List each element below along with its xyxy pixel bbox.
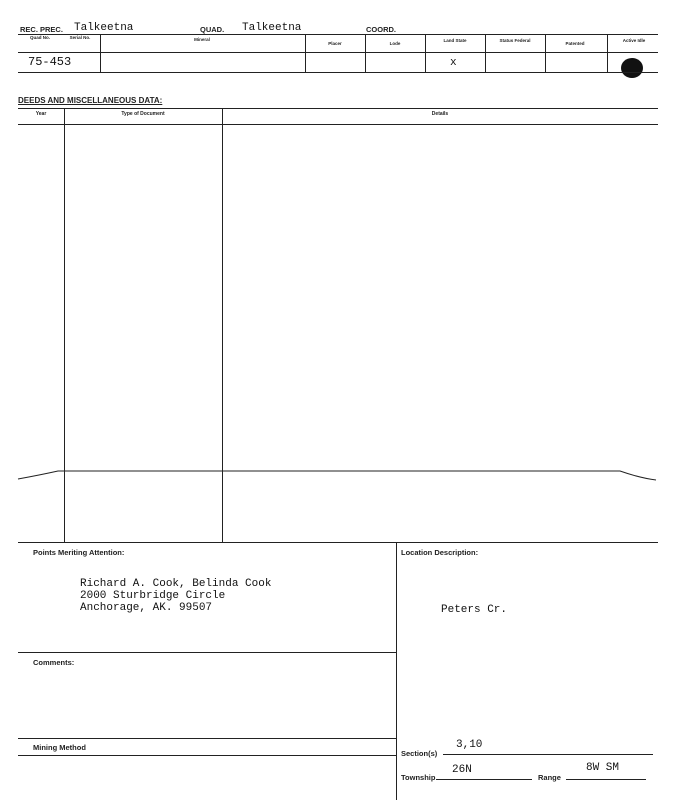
bottom-top-rule <box>18 542 658 543</box>
rec-prec-value: Talkeetna <box>74 22 134 34</box>
mineral-header: Mineral <box>194 37 210 42</box>
land-state-mark: x <box>450 57 457 69</box>
patented-header: Patented <box>565 41 585 46</box>
township-underline <box>436 779 532 780</box>
section-label: Section(s) <box>401 749 438 758</box>
comments-rule <box>18 652 396 653</box>
deeds-title: DEEDS AND MISCELLANEOUS DATA: <box>18 96 163 105</box>
divider-mineral <box>100 34 101 72</box>
quad-label: QUAD. <box>200 25 225 34</box>
divider-active-idle <box>607 34 608 72</box>
points-label: Points Meriting Attention: <box>33 548 125 557</box>
section-underline <box>443 754 653 755</box>
deeds-top-rule <box>18 108 658 109</box>
header-rule <box>18 34 658 35</box>
quad-no-header: Quad No. <box>30 35 50 40</box>
column-header-rule <box>18 52 658 53</box>
divider-land-state <box>425 34 426 72</box>
page-fold-line <box>0 464 678 488</box>
coord-label: COORD. <box>366 25 396 34</box>
comments-label: Comments: <box>33 658 75 667</box>
deeds-details-header: Details <box>431 111 449 117</box>
section-value: 3,10 <box>456 739 483 751</box>
mining-rule <box>18 738 396 739</box>
land-state-header: Land State <box>443 38 467 43</box>
range-underline <box>566 779 646 780</box>
rec-prec-label: REC. PREC. <box>20 25 63 34</box>
deeds-header-rule <box>18 124 658 125</box>
location-label: Location Description: <box>401 548 479 557</box>
serial-no-header: Serial No. <box>69 35 91 40</box>
divider-placer <box>305 34 306 72</box>
township-value: 26N <box>452 764 472 776</box>
lode-header: Lode <box>389 41 401 46</box>
active-idle-header: Active Idle <box>622 38 646 43</box>
active-dot-icon <box>621 58 643 78</box>
placer-header: Placer <box>328 41 342 46</box>
range-label: Range <box>538 773 561 782</box>
quad-value: Talkeetna <box>242 22 302 34</box>
divider-patented <box>545 34 546 72</box>
points-text: Richard A. Cook, Belinda Cook 2000 Sturbridge Circle Anchorage, AK. 99507 <box>80 578 272 614</box>
location-value: Peters Cr. <box>441 604 508 616</box>
township-label: Township <box>401 773 436 782</box>
divider-status-federal <box>485 34 486 72</box>
mining-label: Mining Method <box>33 743 86 752</box>
divider-lode <box>365 34 366 72</box>
mining-under-rule <box>18 755 396 756</box>
deeds-type-header: Type of Document <box>121 111 165 117</box>
deeds-year-header: Year <box>35 111 47 117</box>
range-value: 8W SM <box>586 762 620 774</box>
status-federal-header: Status Federal <box>499 38 531 43</box>
quad-serial-value: 75-453 <box>28 55 72 69</box>
record-rule <box>18 72 658 73</box>
bottom-center-divider <box>396 542 397 800</box>
